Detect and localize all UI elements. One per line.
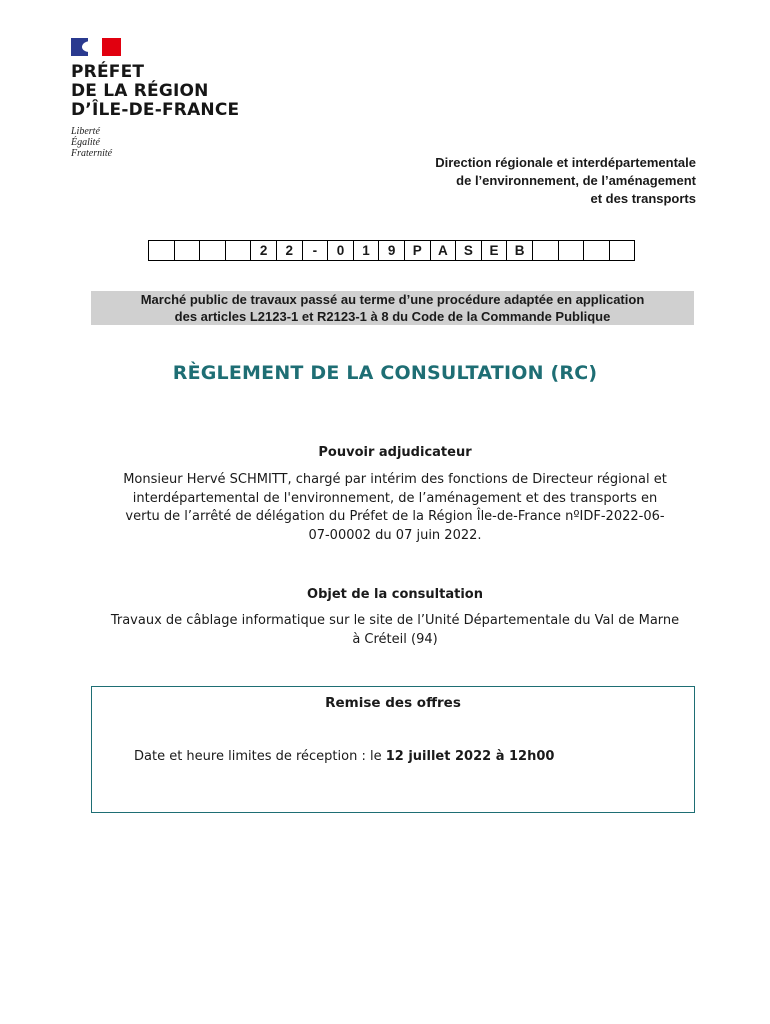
marche-line: des articles L2123-1 et R2123-1 à 8 du Code de la Commande Publique	[174, 309, 611, 324]
reference-cell	[175, 241, 201, 260]
reference-cell	[200, 241, 226, 260]
motto-line: Égalité	[71, 137, 100, 148]
marche-line: Marché public de travaux passé au terme d’une procédure adaptée en application	[140, 292, 645, 307]
reference-cell: B	[507, 241, 533, 260]
reference-cell	[226, 241, 252, 260]
direction-line: et des transports	[590, 191, 696, 206]
pouvoir-heading: Pouvoir adjudicateur	[318, 445, 472, 460]
reference-cell: -	[303, 241, 329, 260]
marche-banner	[91, 291, 694, 325]
prefet-line: PRÉFET	[71, 62, 145, 82]
objet-text: Travaux de câblage informatique sur le site de l’Unité Départementale du Val de Marne à Créteil (94)	[110, 613, 680, 647]
motto	[71, 126, 239, 159]
pouvoir-text: Monsieur Hervé SCHMITT, chargé par intérim des fonctions de Directeur régional et interdépartemental de l'environnement, de l’aménagement et des transports en vertu de l’arrêté de délégation du Préfet de la Région Île-de-France nºIDF-2022-06-07-00002 du 07 juin 2022.	[123, 472, 667, 543]
prefet-line: DE LA RÉGION	[71, 81, 209, 101]
remise-line	[134, 749, 554, 764]
reference-cell: P	[405, 241, 431, 260]
marianne-flag-icon	[71, 38, 121, 56]
direction-line: Direction régionale et interdépartementale	[435, 155, 696, 170]
reference-cell	[149, 241, 175, 260]
objet-heading: Objet de la consultation	[307, 587, 483, 602]
reference-cell: 0	[328, 241, 354, 260]
reference-cell	[610, 241, 636, 260]
reference-cell: 1	[354, 241, 380, 260]
remise-box	[91, 686, 695, 813]
remise-heading: Remise des offres	[325, 695, 461, 711]
document-title: RÈGLEMENT DE LA CONSULTATION (RC)	[172, 362, 598, 384]
direction-line: de l’environnement, de l’aménagement	[456, 173, 696, 188]
direction-header	[435, 154, 696, 208]
motto-line: Liberté	[71, 126, 100, 137]
prefet-title	[71, 63, 239, 120]
motto-line: Fraternité	[71, 148, 113, 159]
reference-cell: A	[431, 241, 457, 260]
reference-cell	[584, 241, 610, 260]
prefet-line: D’ÎLE-DE-FRANCE	[71, 100, 240, 120]
reference-number-grid	[148, 240, 635, 261]
reference-cell: S	[456, 241, 482, 260]
reference-cell: 2	[251, 241, 277, 260]
remise-label: Date et heure limites de réception : le	[134, 749, 386, 764]
reference-cell: 9	[379, 241, 405, 260]
remise-deadline: 12 juillet 2022 à 12h00	[385, 749, 555, 764]
reference-cell: 2	[277, 241, 303, 260]
reference-cell	[559, 241, 585, 260]
reference-cell	[533, 241, 559, 260]
reference-cell: E	[482, 241, 508, 260]
prefecture-logo	[71, 38, 239, 159]
